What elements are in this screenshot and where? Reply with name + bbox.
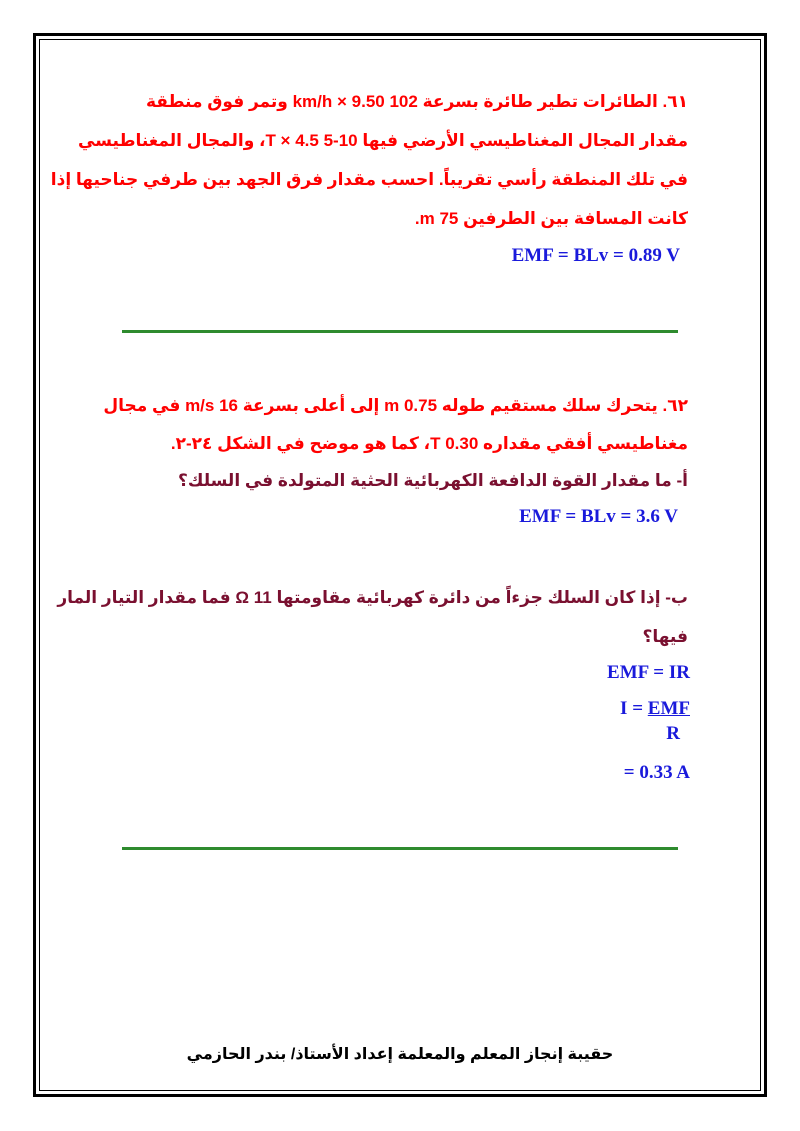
q62-part-a-question: أ- ما مقدار القوة الدافعة الكهربائية الحثية المتولدة في السلك؟ [178, 471, 688, 490]
q61-line-2: مقدار المجال المغناطيسي الأرضي فيها 10-5 T × 4.5، والمجال المغناطيسي [78, 131, 688, 150]
fraction-numerator: EMF [647, 698, 690, 719]
fraction-denominator: R [666, 723, 680, 744]
q61-answer: EMF = BLv = 0.89 V [511, 245, 680, 266]
q62-part-b-result: = 0.33 A [623, 762, 690, 783]
q61-line-1: ٦١. الطائرات تطير طائرة بسرعة 102 km/h × 9.50 وتمر فوق منطقة [145, 92, 688, 111]
q62-line-2: مغناطيسي أفقي مقداره 0.30 T، كما هو موضح في الشكل ٢٤-٢. [170, 434, 688, 453]
divider-1 [122, 330, 678, 333]
q61-line-4: كانت المسافة بين الطرفين 75 m. [414, 209, 688, 228]
q62-part-b-line-2: فيها؟ [642, 627, 688, 646]
q62-line-1: ٦٢. يتحرك سلك مستقيم طوله 0.75 m إلى أعلى بسرعة 16 m/s في مجال [103, 396, 688, 415]
q61-line-3: في تلك المنطقة رأسي تقريباً. احسب مقدار فرق الجهد بين طرفي جناحيها إذا [50, 170, 688, 189]
page-border-inner [39, 39, 761, 1091]
equation-lhs: I = [620, 698, 648, 719]
divider-2 [122, 847, 678, 850]
q62-part-b-line-1: ب- إذا كان السلك جزءاً من دائرة كهربائية مقاومتها 11 Ω فما مقدار التيار المار [57, 588, 688, 607]
page-footer: حقيبة إنجاز المعلم والمعلمة إعداد الأستاذ/ بندر الحازمي [186, 1046, 614, 1063]
q62-part-a-answer: EMF = BLv = 3.6 V [519, 506, 678, 527]
q62-part-b-equation-1: EMF = IR [607, 662, 690, 683]
q62-part-b-equation-2 [620, 698, 690, 720]
